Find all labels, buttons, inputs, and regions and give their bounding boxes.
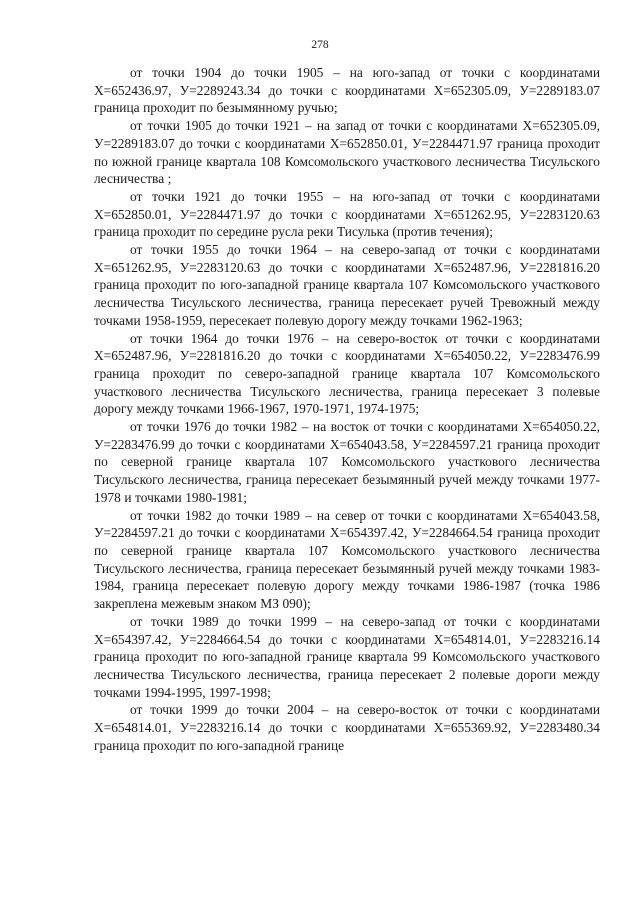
boundary-paragraph-1921-1955: от точки 1921 до точки 1955 – на юго-запад от точки с координатами Х=652850.01, У=2284471.97 до точки с координатами Х=651262.95, У=2283120.63 граница проходит по середине русла реки Тисулька (против течения); bbox=[94, 188, 600, 240]
boundary-paragraph-1989-1999: от точки 1989 до точки 1999 – на северо-запад от точки с координатами Х=654397.42, У=2284664.54 до точки с координатами Х=654814.01, У=2283216.14 граница проходит по юго-западной границе квартала 99 Комсомольского участкового лесничества Тисульского лесничества, граница пересекает 2 полевые дороги между точками 1994-1995, 1997-1998; bbox=[94, 613, 600, 700]
document-body bbox=[94, 64, 600, 754]
boundary-paragraph-1999-2004: от точки 1999 до точки 2004 – на северо-восток от точки с координатами Х=654814.01, У=2283216.14 до точки с координатами Х=655369.92, У=2283480.34 граница проходит по юго-западной границе bbox=[94, 702, 600, 753]
page-number: 278 bbox=[311, 39, 329, 51]
boundary-paragraph-1976-1982: от точки 1976 до точки 1982 – на восток от точки с координатами Х=654050.22, У=2283476.99 до точки с координатами Х=654043.58, У=2284597.21 граница проходит по северной границе квартала 107 Комсомольского участкового лесничества Тисульского лесничества, граница пересекает безымянный ручей между точками 1977-1978 и точками 1980-1981; bbox=[94, 419, 600, 505]
boundary-paragraph-1964-1976: от точки 1964 до точки 1976 – на северо-восток от точки с координатами Х=652487.96, У=2281816.20 до точки с координатами Х=654050.22, У=2283476.99 граница проходит по северо-западной границе квартала 107 Комсомольского участкового лесничества Тисульского лесничества, граница пересекает 3 полевые дорогу между точками 1966-1967, 1970-1971, 1974-1975; bbox=[94, 330, 600, 417]
boundary-paragraph-1955-1964: от точки 1955 до точки 1964 – на северо-запад от точки с координатами Х=651262.95, У=2283120.63 до точки с координатами Х=652487.96, У=2281816.20 граница проходит по юго-западной границе квартала 107 Комсомольского участкового лесничества Тисульского лесничества, граница пересекает ручей Тревожный между точками 1958-1959, пересекает полевую дорогу между точками 1962-1963; bbox=[94, 242, 600, 328]
boundary-paragraph-1905-1921: от точки 1905 до точки 1921 – на запад от точки с координатами Х=652305.09, У=2289183.07 до точки с координатами Х=652850.01, У=2284471.97 граница проходит по южной границе квартала 108 Комсомольского участкового лесничества Тисульского лесничества ; bbox=[94, 118, 600, 187]
boundary-paragraph-1904-1905: от точки 1904 до точки 1905 – на юго-запад от точки с координатами Х=652436.97, У=2289243.34 до точки с координатами Х=652305.09, У=2289183.07 граница проходит по безымянному ручью; bbox=[94, 65, 600, 116]
boundary-paragraph-1982-1989: от точки 1982 до точки 1989 – на север от точки с координатами Х=654043.58, У=2284597.21 до точки с координатами Х=654397.42, У=2284664.54 граница проходит по северной границе квартала 107 Комсомольского участкового лесничества Тисульского лесничества, граница пересекает безымянный ручей между точками 1983-1984, граница пересекает полевую дорогу между точками 1986-1987 (точка 1986 закреплена межевым знаком МЗ 090); bbox=[94, 507, 600, 612]
